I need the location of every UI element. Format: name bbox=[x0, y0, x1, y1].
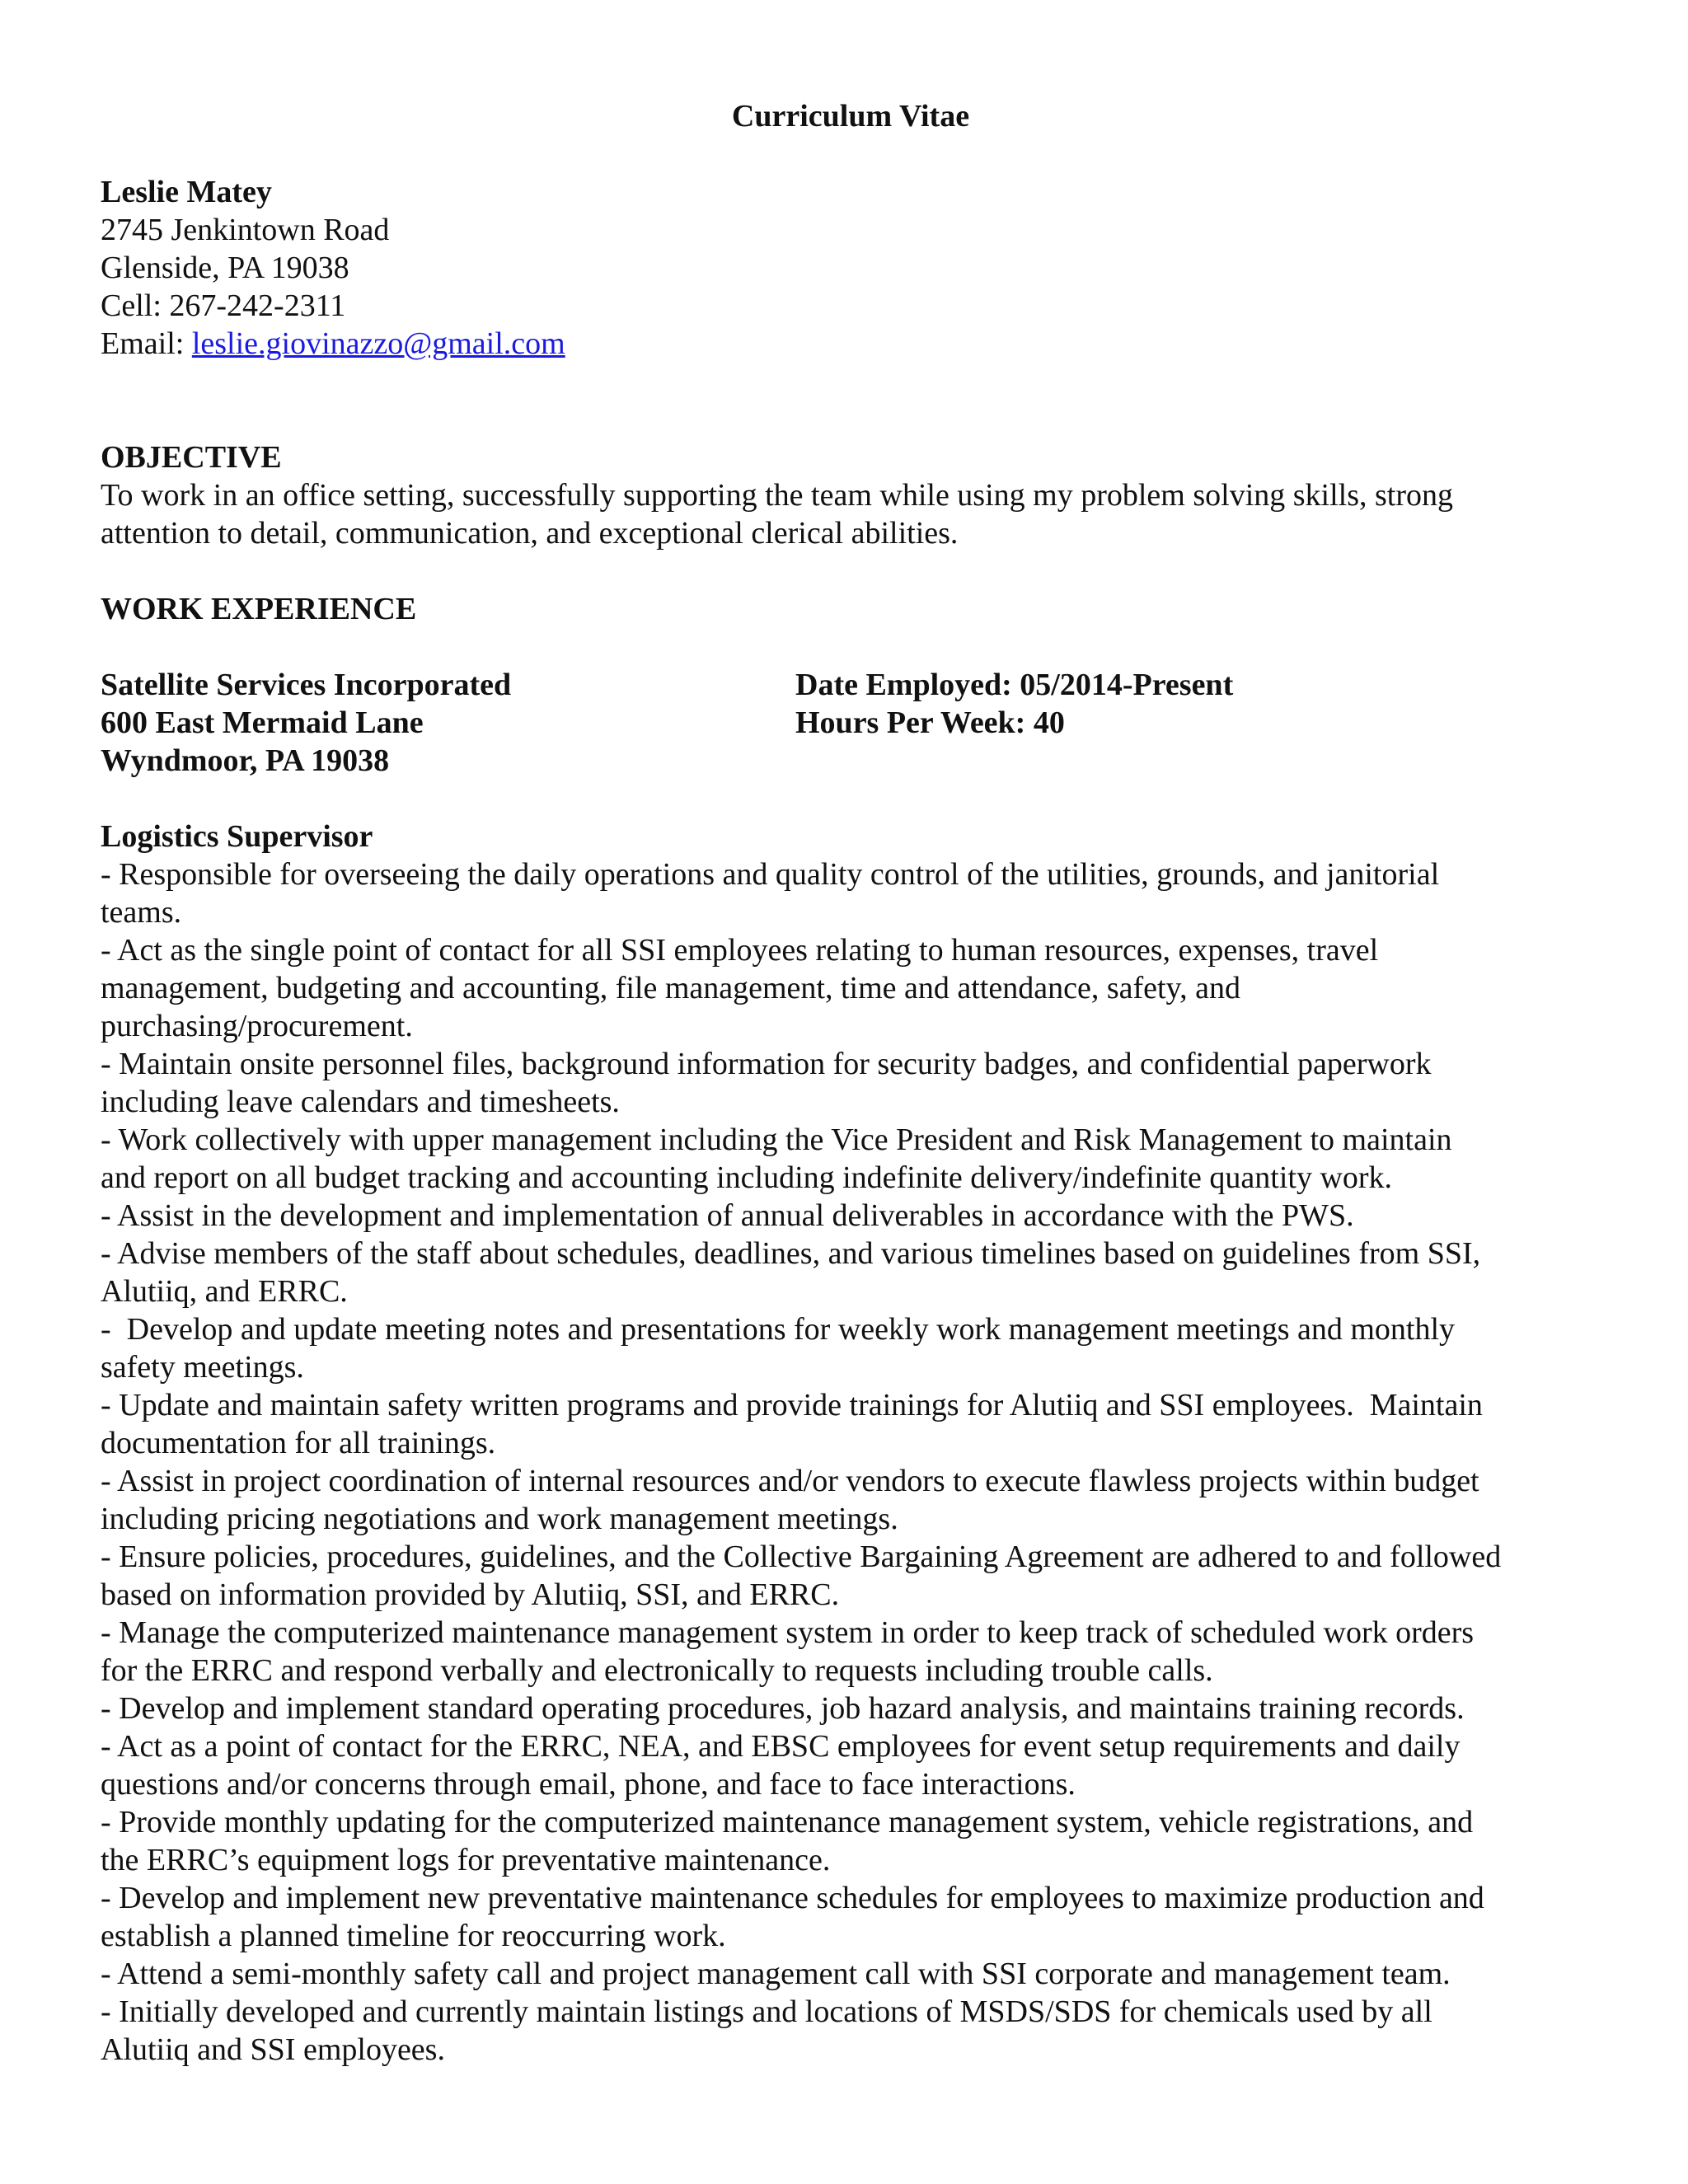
duty-line: establish a planned timeline for reoccurring work. bbox=[101, 1919, 726, 1953]
contact-email-link[interactable]: leslie.giovinazzo@gmail.com bbox=[191, 326, 565, 361]
contact-email-row bbox=[101, 325, 1601, 363]
duty-line: - Manage the computerized maintenance management system in order to keep track of scheduled work orders bbox=[101, 1615, 1475, 1650]
contact-cell: Cell: 267-242-2311 bbox=[101, 288, 346, 323]
duties-list bbox=[101, 855, 1601, 2069]
cv-page bbox=[101, 97, 1601, 2069]
duty-line: - Act as a point of contact for the ERRC, NEA, and EBSC employees for event setup requirements and daily bbox=[101, 1729, 1461, 1764]
employer-name: Satellite Services Incorporated bbox=[101, 668, 512, 702]
contact-email-label: Email: bbox=[101, 326, 192, 361]
duty-line: Alutiiq and SSI employees. bbox=[101, 2032, 445, 2067]
objective-line: To work in an office setting, successfully supporting the team while using my problem solving skills, strong bbox=[101, 478, 1453, 513]
duty-line: the ERRC’s equipment logs for preventative maintenance. bbox=[101, 1843, 831, 1877]
duty-line: purchasing/procurement. bbox=[101, 1009, 413, 1043]
duty-line: for the ERRC and respond verbally and electronically to requests including trouble calls. bbox=[101, 1653, 1213, 1688]
duty-line: and report on all budget tracking and accounting including indefinite delivery/indefinite quantity work. bbox=[101, 1160, 1393, 1195]
duty-line: including pricing negotiations and work management meetings. bbox=[101, 1502, 898, 1536]
duty-line: documentation for all trainings. bbox=[101, 1426, 496, 1460]
duty-line: Alutiiq, and ERRC. bbox=[101, 1274, 348, 1309]
duty-line: - Assist in project coordination of internal resources and/or vendors to execute flawless projects within budget bbox=[101, 1464, 1479, 1498]
duty-line: - Provide monthly updating for the computerized maintenance management system, vehicle registrations, and bbox=[101, 1805, 1474, 1840]
duty-line: - Develop and update meeting notes and presentations for weekly work management meetings and monthly bbox=[101, 1312, 1456, 1347]
duty-line: - Maintain onsite personnel files, background information for security badges, and confidential paperwork bbox=[101, 1047, 1432, 1081]
duty-line: - Ensure policies, procedures, guidelines, and the Collective Bargaining Agreement are adhered to and followed bbox=[101, 1540, 1502, 1574]
objective-section bbox=[101, 438, 1601, 552]
employer-block bbox=[101, 666, 1601, 780]
employer-street: 600 East Mermaid Lane bbox=[101, 705, 424, 740]
contact-address-line1: 2745 Jenkintown Road bbox=[101, 213, 390, 247]
duty-line: including leave calendars and timesheets. bbox=[101, 1085, 620, 1119]
objective-heading: OBJECTIVE bbox=[101, 440, 282, 475]
contact-block bbox=[101, 173, 1601, 363]
duty-line: - Update and maintain safety written programs and provide trainings for Alutiiq and SSI employees. Maintain bbox=[101, 1388, 1483, 1422]
duty-line: management, budgeting and accounting, file management, time and attendance, safety, and bbox=[101, 971, 1240, 1005]
work-experience-section bbox=[101, 590, 1601, 2069]
duty-line: - Act as the single point of contact for all SSI employees relating to human resources, expenses, travel bbox=[101, 933, 1379, 968]
duty-line: - Advise members of the staff about schedules, deadlines, and various timelines based on guidelines from SSI, bbox=[101, 1236, 1481, 1271]
contact-name: Leslie Matey bbox=[101, 175, 272, 209]
work-experience-heading: WORK EXPERIENCE bbox=[101, 592, 417, 626]
document-title: Curriculum Vitae bbox=[731, 99, 970, 134]
contact-address-line2: Glenside, PA 19038 bbox=[101, 251, 349, 285]
duty-line: safety meetings. bbox=[101, 1350, 304, 1385]
objective-line: attention to detail, communication, and exceptional clerical abilities. bbox=[101, 516, 959, 551]
duty-line: teams. bbox=[101, 895, 182, 930]
duty-line: questions and/or concerns through email, phone, and face to face interactions. bbox=[101, 1767, 1076, 1802]
employment-dates: Date Employed: 05/2014-Present bbox=[795, 668, 1234, 702]
duty-line: - Attend a semi-monthly safety call and project management call with SSI corporate and management team. bbox=[101, 1957, 1451, 1991]
employer-city: Wyndmoor, PA 19038 bbox=[101, 743, 390, 778]
duty-line: - Develop and implement new preventative maintenance schedules for employees to maximize production and bbox=[101, 1881, 1484, 1915]
duty-line: - Assist in the development and implementation of annual deliverables in accordance with the PWS. bbox=[101, 1198, 1354, 1233]
duty-line: - Develop and implement standard operating procedures, job hazard analysis, and maintains training records. bbox=[101, 1691, 1465, 1726]
duty-line: - Work collectively with upper management including the Vice President and Risk Management to maintain bbox=[101, 1122, 1452, 1157]
employment-hours: Hours Per Week: 40 bbox=[795, 705, 1065, 740]
duty-line: - Initially developed and currently maintain listings and locations of MSDS/SDS for chemicals used by all bbox=[101, 1994, 1432, 2029]
position-title: Logistics Supervisor bbox=[101, 819, 373, 854]
duty-line: - Responsible for overseeing the daily operations and quality control of the utilities, grounds, and janitorial bbox=[101, 857, 1440, 892]
duty-line: based on information provided by Alutiiq, SSI, and ERRC. bbox=[101, 1577, 840, 1612]
